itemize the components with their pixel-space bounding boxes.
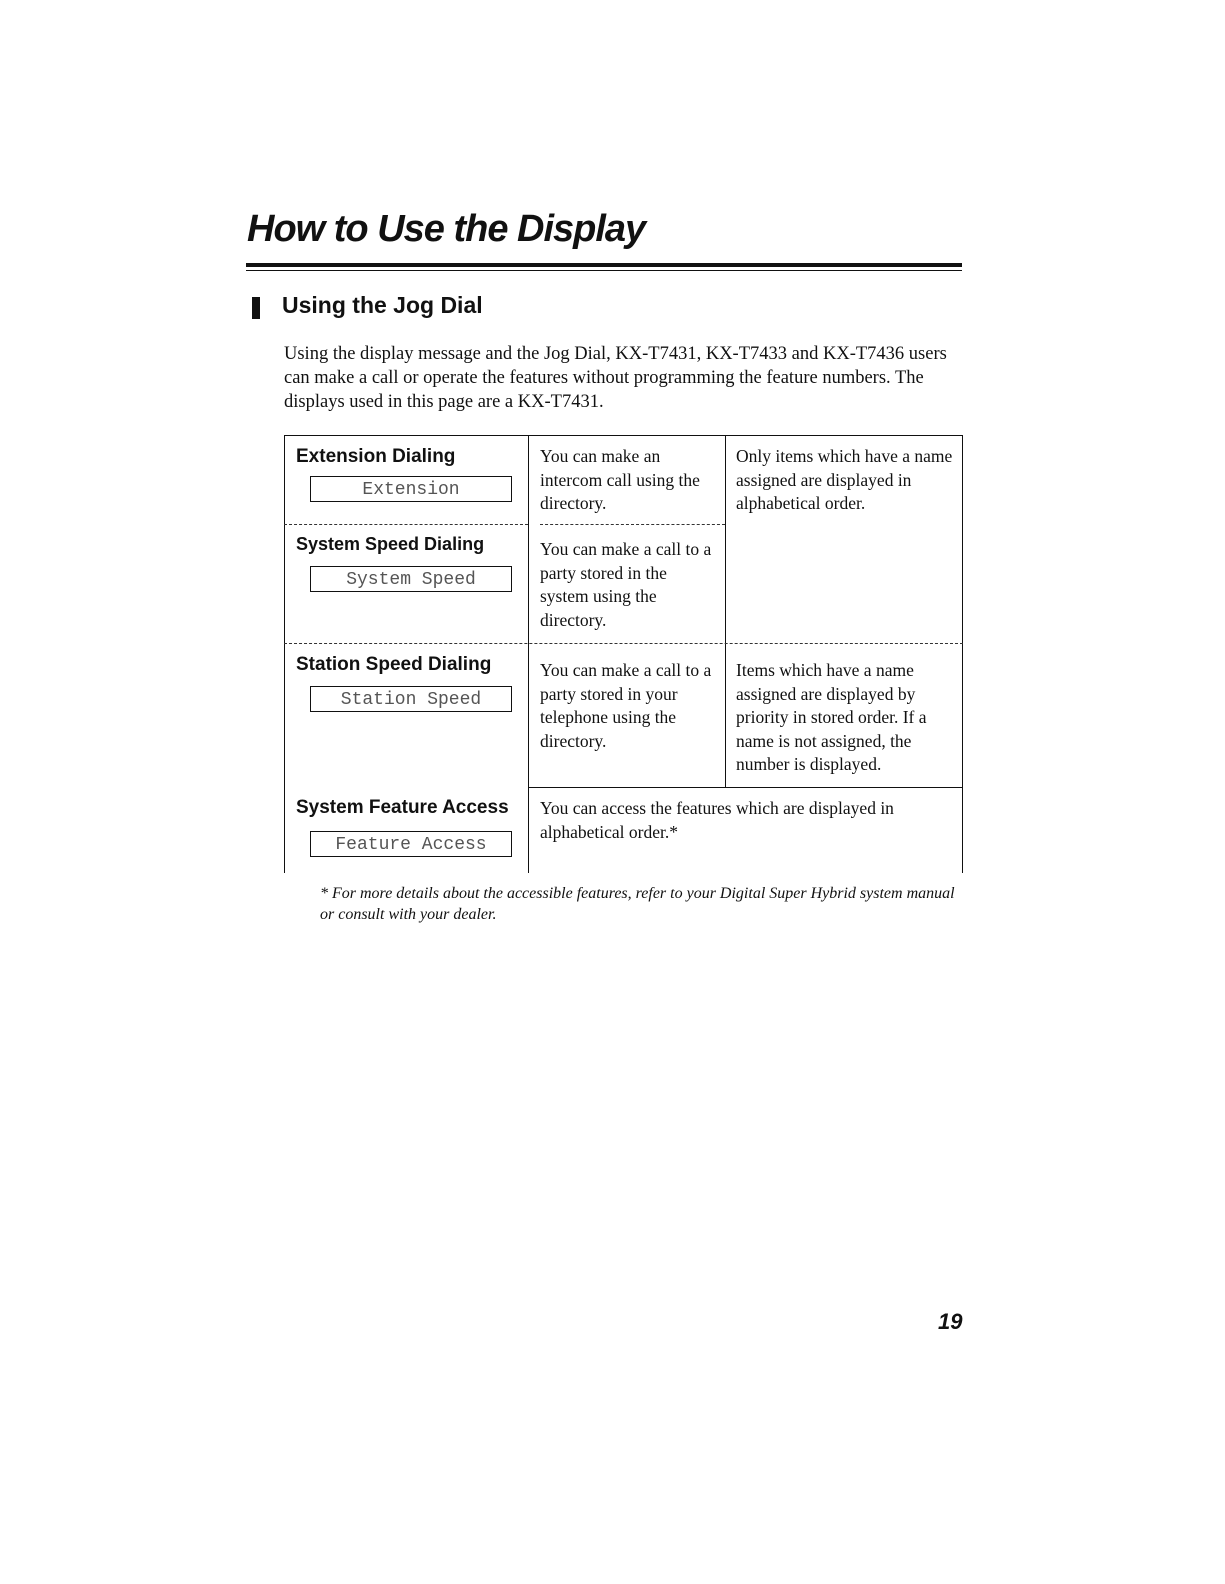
page-number: 19 xyxy=(938,1309,963,1334)
feature-label: Extension Dialing xyxy=(296,446,456,467)
title-rule-thin xyxy=(246,270,962,271)
title-rule xyxy=(246,263,962,267)
column-divider-2 xyxy=(725,435,726,787)
feature-description: You can make a call to a party stored in your telephone using the directory. xyxy=(540,660,712,751)
display-readout: System Speed xyxy=(310,566,512,592)
row-divider-2 xyxy=(284,643,963,644)
section-heading: Using the Jog Dial xyxy=(282,292,483,318)
display-readout: Station Speed xyxy=(310,686,512,712)
feature-table xyxy=(284,435,964,873)
feature-description: You can access the features which are displayed in alphabetical order.* xyxy=(540,798,894,842)
row-divider-3 xyxy=(528,787,963,788)
footnote: * For more details about the accessible features, refer to your Digital Super Hybrid system manual or consult with your dealer. xyxy=(320,885,955,923)
page-title: How to Use the Display xyxy=(247,208,646,250)
feature-label: System Speed Dialing xyxy=(296,534,485,554)
table-border-right xyxy=(962,435,963,873)
directory-order-note: Only items which have a name assigned are displayed in alphabetical order. xyxy=(736,446,953,513)
station-order-note: Items which have a name assigned are displayed by priority in stored order. If a name is not assigned, the number is displayed. xyxy=(736,660,927,774)
feature-description: You can make a call to a party stored in the system using the directory. xyxy=(540,539,712,630)
section-marker xyxy=(252,297,260,319)
display-readout: Feature Access xyxy=(310,831,512,857)
table-border-top xyxy=(284,435,963,436)
row-divider-1 xyxy=(284,524,528,525)
feature-label: Station Speed Dialing xyxy=(296,654,492,675)
table-border-left xyxy=(284,435,285,873)
column-divider-1 xyxy=(528,435,529,873)
feature-label: System Feature Access xyxy=(296,797,509,818)
display-readout: Extension xyxy=(310,476,512,502)
intro-paragraph: Using the display message and the Jog Dial, KX-T7431, KX-T7433 and KX-T7436 users can make a call or operate the features without programming the feature numbers. The displays used in this page are a KX-T7431. xyxy=(284,344,947,412)
feature-description: You can make an intercom call using the directory. xyxy=(540,446,700,513)
row-divider-1b xyxy=(540,524,725,525)
